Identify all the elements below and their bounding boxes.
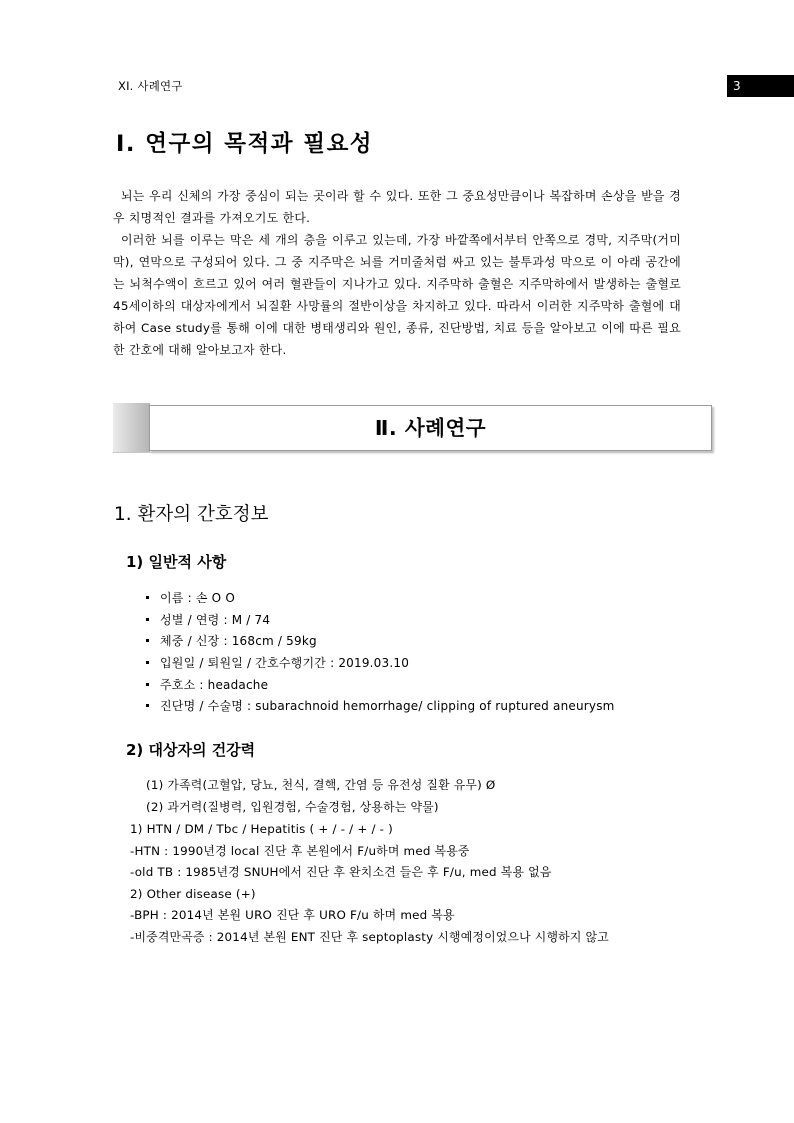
health-line: -비중격만곡증 : 2014년 본원 ENT 진단 후 septoplasty 시행예정이었으나 시행하지 않고 bbox=[130, 930, 609, 944]
list-item: 입원일 / 퇴원일 / 간호수행기간 : 2019.03.10 bbox=[146, 653, 615, 675]
page-number-badge: 3 bbox=[727, 75, 794, 97]
health-line: 1) HTN / DM / Tbc / Hepatitis ( + / - / + / - ) bbox=[130, 822, 393, 836]
health-line: (2) 과거력(질병력, 입원경험, 수술경험, 상용하는 약물) bbox=[146, 800, 439, 814]
patient-info-heading: 1. 환자의 간호정보 bbox=[114, 504, 269, 525]
bullet-icon bbox=[146, 596, 149, 599]
bullet-icon bbox=[146, 639, 149, 642]
list-item: 체중 / 신장 : 168cm / 59kg bbox=[146, 631, 615, 653]
list-item: 주호소 : headache bbox=[146, 675, 615, 697]
bullet-icon bbox=[146, 661, 149, 664]
bullet-icon bbox=[146, 704, 149, 707]
section-1-paragraph-1: 뇌는 우리 신체의 가장 중심이 되는 곳이라 할 수 있다. 또한 그 중요성만큼이나 복잡하며 손상을 받을 경우 치명적인 결과를 가져오기도 한다. bbox=[113, 189, 681, 225]
health-line: -HTN : 1990년경 local 진단 후 본원에서 F/u하며 med 복용중 bbox=[130, 844, 470, 858]
list-item: 진단명 / 수술명 : subarachnoid hemorrhage/ clipping of ruptured aneurysm bbox=[146, 696, 615, 718]
health-line: -old TB : 1985년경 SNUH에서 진단 후 완치소견 들은 후 F/u, med 복용 없음 bbox=[130, 865, 552, 879]
section-1-paragraph-2: 이러한 뇌를 이루는 막은 세 개의 층을 이루고 있는데, 가장 바깥쪽에서부터 안쪽으로 경막, 지주막(거미막), 연막으로 구성되어 있다. 그 중 지주막은 뇌를 거미줄처럼 싸고 있는 불투과성 막으로 이 아래 공간에는 뇌척수액이 흐르고 있어 여러 혈관들이 지나가고 있다. 지주막하 출혈은 지주막하에서 발생하는 출혈로 45세이하의 대상자에게서 뇌질환 사망률의 절반이상을 차지하고 있다. 따라서 이러한 지주막하 출혈에 대하여 Case study를 통해 이에 대한 병태생리와 원인, 종류, 진단방법, 치료 등을 알아보고 이에 따른 필요한 간호에 대해 알아보고자 한다. bbox=[113, 233, 681, 357]
section-2-banner bbox=[113, 403, 713, 453]
health-line: (1) 가족력(고혈압, 당뇨, 천식, 결핵, 간염 등 유전성 질환 유무) Ø bbox=[146, 778, 496, 792]
header-section-label: XI. 사례연구 bbox=[118, 79, 183, 93]
health-line: -BPH : 2014년 본원 URO 진단 후 URO F/u 하며 med 복용 bbox=[130, 908, 455, 922]
bullet-icon bbox=[146, 683, 149, 686]
general-info-heading: 1) 일반적 사항 bbox=[126, 553, 227, 571]
list-item: 성별 / 연령 : M / 74 bbox=[146, 610, 615, 632]
health-history-heading: 2) 대상자의 건강력 bbox=[126, 741, 256, 759]
list-item: 이름 : 손 O O bbox=[146, 588, 615, 610]
section-1-title: Ⅰ. 연구의 목적과 필요성 bbox=[116, 131, 374, 157]
section-2-title: Ⅱ. 사례연구 bbox=[374, 416, 487, 440]
health-line: 2) Other disease (+) bbox=[130, 887, 256, 901]
bullet-icon bbox=[146, 618, 149, 621]
banner-gradient-tab bbox=[113, 403, 150, 453]
general-info-list bbox=[146, 588, 615, 718]
